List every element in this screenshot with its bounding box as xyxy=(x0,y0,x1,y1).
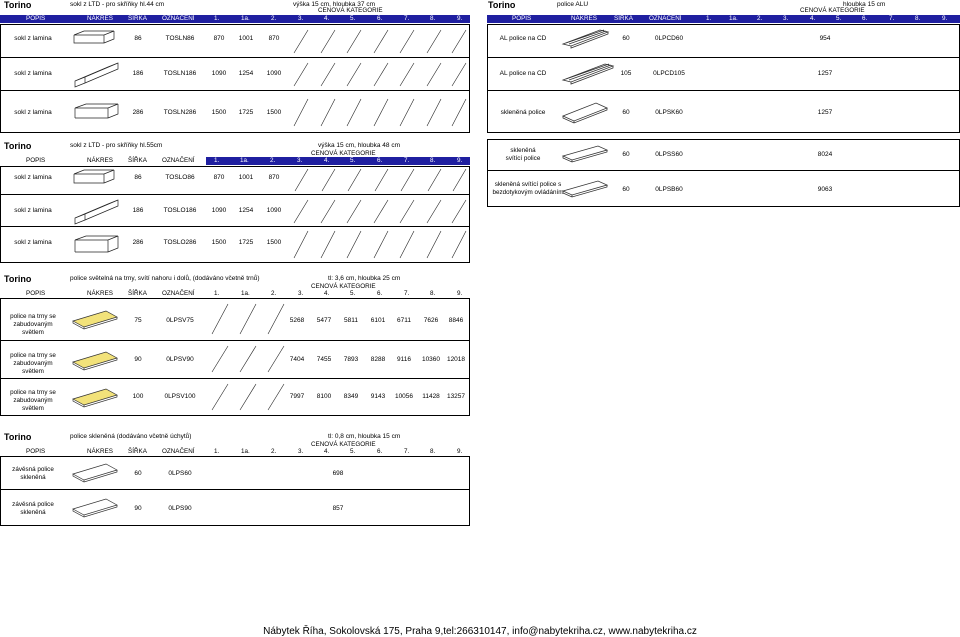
price: 5811 xyxy=(344,317,358,324)
price: 1500 xyxy=(266,239,282,246)
col-cat: 5. xyxy=(350,290,356,297)
col-cat: 1. xyxy=(214,157,220,164)
price: 8100 xyxy=(316,393,332,400)
price: 857 xyxy=(332,505,344,512)
price: 7997 xyxy=(289,393,305,400)
col-cat: 8. xyxy=(430,290,436,297)
row-sirka: 186 xyxy=(132,207,144,214)
col-cat: 5. xyxy=(350,157,356,164)
price: 9143 xyxy=(370,393,386,400)
price-category-label: CENOVÁ KATEGORIE xyxy=(311,283,376,290)
row-popis-line: skleněná xyxy=(510,147,536,154)
price-category-label: CENOVÁ KATEGORIE xyxy=(311,441,376,448)
price: 1500 xyxy=(211,239,227,246)
brand-title: Torino xyxy=(488,0,516,10)
section-subtitle: sokl z LTD - pro skříňky hl.44 cm xyxy=(70,1,165,8)
row-sirka: 60 xyxy=(622,109,630,116)
page-footer: Nábytek Říha, Sokolovská 175, Praha 9,tel:266310147, info@nabytekriha.cz, www.nabytekriha.cz xyxy=(263,626,697,637)
col-sirka: ŠÍŘKA xyxy=(128,15,147,22)
price: 1500 xyxy=(211,109,227,116)
price: 7893 xyxy=(343,356,359,363)
col-cat: 4. xyxy=(324,157,330,164)
price: 7404 xyxy=(289,356,305,363)
row-sirka: 100 xyxy=(132,393,144,400)
price: 870 xyxy=(268,174,280,181)
row-popis: skleněná police xyxy=(500,109,546,116)
price: 1001 xyxy=(238,35,254,42)
col-cat: 6. xyxy=(862,15,868,22)
table-header xyxy=(0,448,470,456)
section-dims: výška 15 cm, hloubka 48 cm xyxy=(318,142,401,149)
col-nakres: NÁKRES xyxy=(87,448,113,455)
table-header xyxy=(487,15,960,23)
section-dims: tl: 0,8 cm, hloubka 15 cm xyxy=(328,433,401,440)
row-popis-line: závěsná police xyxy=(12,466,54,473)
col-popis: POPIS xyxy=(26,448,46,455)
row-popis-line: police na trny se xyxy=(10,389,56,396)
table-header xyxy=(0,15,470,23)
col-popis: POPIS xyxy=(26,290,46,297)
row-sirka: 86 xyxy=(134,35,142,42)
price: 1725 xyxy=(238,239,254,246)
col-cat: 7. xyxy=(404,15,410,22)
section-subtitle: sokl z LTD - pro skříňky hl.55cm xyxy=(70,142,163,149)
row-popis xyxy=(2,466,64,482)
col-cat: 8. xyxy=(430,15,436,22)
col-cat: 6. xyxy=(377,157,383,164)
row-popis xyxy=(490,147,556,163)
row-popis xyxy=(2,352,64,376)
empty-price-slashes xyxy=(290,26,470,56)
brand-title: Torino xyxy=(4,0,32,10)
price: 870 xyxy=(213,35,225,42)
row-kod: TOSLO286 xyxy=(163,239,197,246)
row-kod: TOSLN86 xyxy=(165,35,195,42)
row-sirka: 105 xyxy=(620,70,632,77)
empty-price-slashes xyxy=(290,196,470,226)
col-cat: 6. xyxy=(377,15,383,22)
row-popis: AL police na CD xyxy=(499,35,547,42)
row-kod: 0LPCD105 xyxy=(653,70,685,77)
row-sirka: 90 xyxy=(134,356,142,363)
price: 954 xyxy=(819,35,831,42)
col-cat: 1a. xyxy=(240,157,249,164)
lit-shelf-drawing xyxy=(70,305,120,338)
col-cat: 9. xyxy=(942,15,948,22)
col-oznaceni: OZNAČENÍ xyxy=(649,15,682,22)
col-cat: 5. xyxy=(350,448,356,455)
price: 1257 xyxy=(817,109,833,116)
price: 9116 xyxy=(397,356,411,363)
table-header xyxy=(206,157,470,165)
row-sirka: 60 xyxy=(622,35,630,42)
row-kod: 0LPSV75 xyxy=(166,317,194,324)
lit-shelf-drawing xyxy=(70,383,120,416)
col-sirka: ŠÍŘKA xyxy=(128,290,147,297)
col-cat: 2. xyxy=(271,15,277,22)
col-cat: 7. xyxy=(889,15,895,22)
empty-price-slashes xyxy=(206,300,288,338)
col-cat: 1a. xyxy=(241,15,250,22)
col-cat: 7. xyxy=(404,448,410,455)
price: 1257 xyxy=(817,70,833,77)
col-cat: 4. xyxy=(324,290,330,297)
row-popis-line: police na trny se xyxy=(10,352,56,359)
col-cat: 8. xyxy=(430,157,436,164)
col-popis: POPIS xyxy=(512,15,532,22)
section-dims: hloubka 15 cm xyxy=(843,1,886,8)
price: 10056 xyxy=(394,393,414,400)
row-kod: TOSLO86 xyxy=(165,174,195,181)
glass-shelf-drawing xyxy=(560,98,610,131)
col-cat: 1. xyxy=(214,15,220,22)
price: 1500 xyxy=(266,109,282,116)
row-popis: sokl z lamina xyxy=(14,239,52,246)
section-dims: výška 15 cm, hloubka 37 cm xyxy=(293,1,376,8)
col-cat: 2. xyxy=(757,15,763,22)
row-kod: TOSLO186 xyxy=(163,207,197,214)
glass-shelf-drawing xyxy=(70,460,120,491)
col-nakres: NÁKRES xyxy=(87,290,113,297)
row-popis xyxy=(488,181,568,197)
price: 8349 xyxy=(343,393,359,400)
price: 1725 xyxy=(238,109,254,116)
section-subtitle: police světelná na trny, svítí nahoru i dolů, (dodáváno včetně trnů) xyxy=(70,275,260,282)
row-popis-line: zabudovaným světlem xyxy=(13,321,53,336)
col-cat: 1a. xyxy=(729,15,738,22)
price: 10360 xyxy=(421,356,441,363)
row-kod: 0LPSK60 xyxy=(655,109,683,116)
row-popis-line: skleněná svítící police s xyxy=(494,181,562,188)
empty-price-slashes xyxy=(290,59,470,89)
price: 1090 xyxy=(211,207,227,214)
row-popis-line: skleněná xyxy=(20,474,46,481)
col-cat: 4. xyxy=(324,448,330,455)
sokl-186-drawing xyxy=(72,59,122,94)
col-oznaceni: OZNAČENÍ xyxy=(162,15,195,22)
empty-price-slashes xyxy=(290,95,470,129)
col-cat: 1. xyxy=(214,448,220,455)
col-cat: 9. xyxy=(457,157,463,164)
col-nakres: NÁKRES xyxy=(87,157,113,164)
row-kod: 0LPSB60 xyxy=(655,186,683,193)
price-category-label: CENOVÁ KATEGORIE xyxy=(800,7,865,14)
col-cat: 4. xyxy=(810,15,816,22)
col-cat: 9. xyxy=(457,290,463,297)
col-popis: POPIS xyxy=(26,15,46,22)
col-nakres: NÁKRES xyxy=(87,15,113,22)
row-kod: 0LPCD60 xyxy=(654,35,684,42)
row-popis-line: police na trny se xyxy=(10,313,56,320)
row-popis-line: bezdotykovým ovládáním xyxy=(492,189,564,196)
price: 9063 xyxy=(817,186,833,193)
brand-title: Torino xyxy=(4,274,32,284)
col-cat: 6. xyxy=(377,290,383,297)
col-cat: 1a. xyxy=(241,448,250,455)
row-popis-line: závěsná police xyxy=(12,501,54,508)
row-kod: 0LPS90 xyxy=(168,505,192,512)
col-cat: 1a. xyxy=(241,290,250,297)
col-cat: 5. xyxy=(350,15,356,22)
col-popis: POPIS xyxy=(26,157,46,164)
col-cat: 7. xyxy=(404,290,410,297)
col-cat: 3. xyxy=(298,290,304,297)
col-sirka: ŠÍŘKA xyxy=(128,448,147,455)
price: 7455 xyxy=(316,356,332,363)
col-cat: 8. xyxy=(430,448,436,455)
row-sirka: 60 xyxy=(622,186,630,193)
sokl-186-drawing xyxy=(72,196,122,231)
price: 1090 xyxy=(266,207,282,214)
col-cat: 3. xyxy=(297,157,303,164)
col-oznaceni: OZNAČENÍ xyxy=(162,157,195,164)
col-cat: 4. xyxy=(324,15,330,22)
col-oznaceni: OZNAČENÍ xyxy=(162,290,195,297)
row-popis xyxy=(2,501,64,517)
empty-price-slashes xyxy=(290,227,470,261)
lit-shelf-drawing xyxy=(70,346,120,379)
sokl-86-drawing xyxy=(72,168,117,195)
price-category-label: CENOVÁ KATEGORIE xyxy=(311,150,376,157)
row-kod: TOSLN186 xyxy=(163,70,197,77)
price: 1090 xyxy=(266,70,282,77)
price: 6711 xyxy=(397,317,411,324)
row-popis: sokl z lamina xyxy=(14,174,52,181)
col-sirka: ŠÍŘKA xyxy=(614,15,633,22)
sokl-86-drawing xyxy=(72,29,117,54)
row-popis: sokl z lamina xyxy=(14,35,52,42)
price: 7626 xyxy=(423,317,439,324)
row-popis xyxy=(2,389,64,413)
col-oznaceni: OZNAČENÍ xyxy=(162,448,195,455)
col-nakres: NÁKRES xyxy=(571,15,597,22)
price: 8288 xyxy=(370,356,386,363)
col-sirka: ŠÍŘKA xyxy=(128,157,147,164)
row-popis-line: svítící police xyxy=(505,155,541,162)
empty-price-slashes xyxy=(206,380,288,414)
row-sirka: 286 xyxy=(132,109,144,116)
col-cat: 2. xyxy=(271,448,277,455)
row-kod: 0LPSV100 xyxy=(164,393,196,400)
col-cat: 8. xyxy=(915,15,921,22)
empty-price-slashes xyxy=(290,166,470,194)
row-popis: sokl z lamina xyxy=(14,109,52,116)
price: 5268 xyxy=(289,317,305,324)
table-header xyxy=(0,290,470,298)
price-category-label: CENOVÁ KATEGORIE xyxy=(318,7,383,14)
col-cat: 9. xyxy=(457,15,463,22)
col-cat: 2. xyxy=(271,290,277,297)
section-dims: tl: 3,6 cm, hloubka 25 cm xyxy=(328,275,401,282)
col-cat: 3. xyxy=(298,15,304,22)
price: 5477 xyxy=(316,317,332,324)
price: 870 xyxy=(213,174,225,181)
price: 8846 xyxy=(448,317,464,324)
section-subtitle: police ALU xyxy=(557,1,589,8)
row-kod: 0LPS60 xyxy=(168,470,192,477)
col-cat: 2. xyxy=(270,157,276,164)
row-sirka: 286 xyxy=(132,239,144,246)
row-kod: 0LPSV90 xyxy=(166,356,194,363)
price: 698 xyxy=(332,470,344,477)
col-cat: 6. xyxy=(377,448,383,455)
row-sirka: 86 xyxy=(134,174,142,181)
price: 1254 xyxy=(238,70,254,77)
empty-price-slashes xyxy=(206,342,288,376)
row-sirka: 60 xyxy=(134,470,142,477)
row-popis-line: zabudovaným světlem xyxy=(13,397,53,412)
col-cat: 7. xyxy=(404,157,410,164)
price: 11428 xyxy=(422,393,440,400)
col-cat: 3. xyxy=(783,15,789,22)
row-sirka: 60 xyxy=(622,151,630,158)
row-kod: 0LPSS60 xyxy=(655,151,683,158)
sokl-286-drawing xyxy=(72,96,122,133)
row-sirka: 75 xyxy=(134,317,142,324)
brand-title: Torino xyxy=(4,432,32,442)
row-sirka: 90 xyxy=(134,505,142,512)
col-cat: 5. xyxy=(836,15,842,22)
col-cat: 3. xyxy=(298,448,304,455)
col-cat: 1. xyxy=(214,290,220,297)
lit-glass-shelf-drawing xyxy=(560,177,610,206)
row-popis xyxy=(2,313,64,337)
cd-shelf-drawing xyxy=(560,26,610,55)
glass-shelf-drawing xyxy=(70,495,120,526)
brand-title: Torino xyxy=(4,141,32,151)
price: 6101 xyxy=(370,317,386,324)
price: 1001 xyxy=(238,174,254,181)
price: 8024 xyxy=(817,151,833,158)
col-cat: 1. xyxy=(706,15,712,22)
price: 1254 xyxy=(238,207,254,214)
row-kod: TOSLN286 xyxy=(163,109,197,116)
price: 1090 xyxy=(211,70,227,77)
sokl-286-drawing xyxy=(72,228,122,265)
row-popis: AL police na CD xyxy=(499,70,547,77)
cd-shelf-drawing xyxy=(560,60,615,91)
col-cat: 9. xyxy=(457,448,463,455)
lit-glass-shelf-drawing xyxy=(560,142,610,171)
price: 870 xyxy=(268,35,280,42)
row-sirka: 186 xyxy=(132,70,144,77)
row-popis-line: skleněná xyxy=(20,509,46,516)
price: 12018 xyxy=(446,356,466,363)
section-subtitle: police skleněná (dodáváno včetně úchytů) xyxy=(70,433,192,440)
row-popis: sokl z lamina xyxy=(14,70,52,77)
row-popis-line: zabudovaným světlem xyxy=(13,360,53,375)
price: 13257 xyxy=(446,393,466,400)
row-popis: sokl z lamina xyxy=(14,207,52,214)
